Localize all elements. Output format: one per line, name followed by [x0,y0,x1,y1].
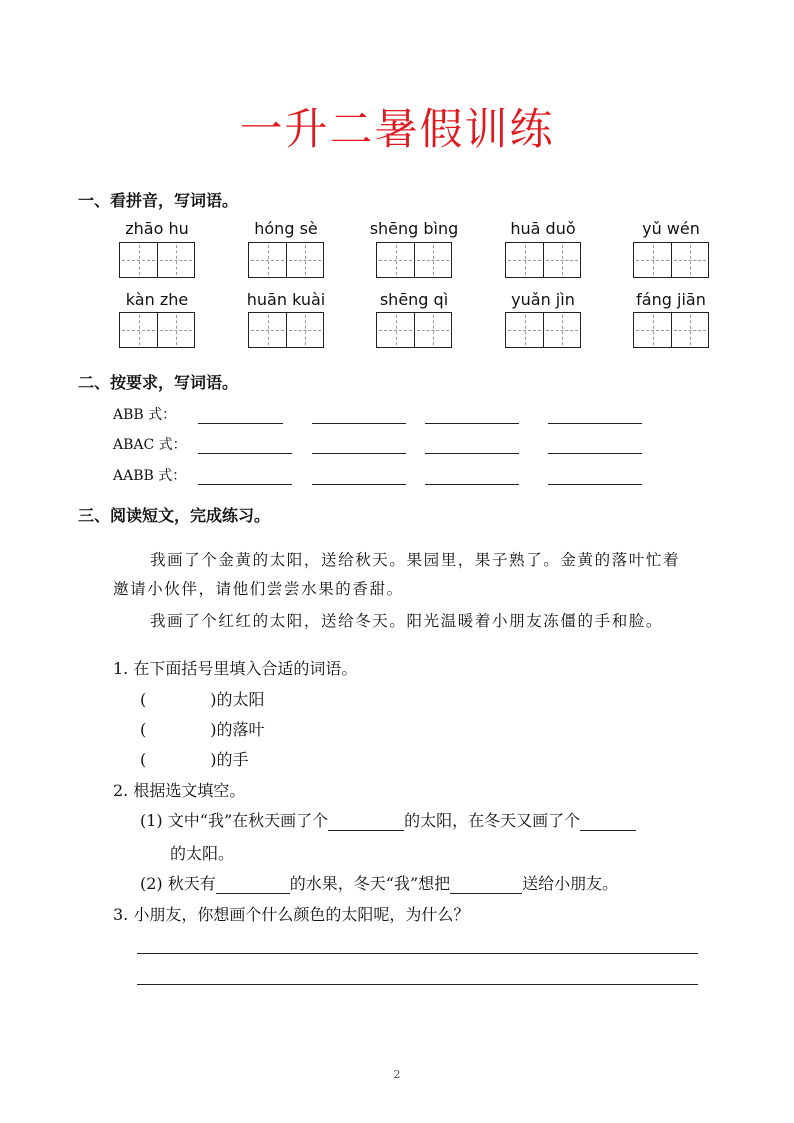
pinyin-label: huā duǒ [510,219,576,238]
q1-item[interactable]: ( )的手 [140,750,249,769]
pinyin-label: yǔ wén [642,219,700,238]
answer-line[interactable] [425,484,519,485]
writing-grid[interactable] [505,242,581,278]
q2-sub-1 [140,808,636,831]
fill-blank[interactable] [216,875,290,894]
answer-line[interactable] [198,484,292,485]
writing-grid[interactable] [248,312,324,348]
section-1-heading: 一、看拼音，写词语。 [78,191,239,210]
q2-1-text: 的太阳，在冬天又画了个 [404,811,581,830]
writing-grid[interactable] [119,312,195,348]
q2-2-text: 秋天有 [167,874,216,893]
answer-line[interactable] [548,453,642,454]
question-2: 2. 根据选文填空。 [113,781,246,800]
q2-2-text: 的水果，冬天“我”想把 [289,874,451,893]
abac-label: ABAC 式： [113,437,187,453]
pinyin-label: zhāo hu [125,219,189,238]
sub-number: (1) [140,811,163,830]
pinyin-label: yuǎn jìn [511,290,575,309]
passage-line: 邀请小伙伴，请他们尝尝水果的香甜。 [113,580,404,598]
writing-grid[interactable] [505,312,581,348]
passage-line: 我画了个红红的太阳，送给冬天。阳光温暖着小朋友冻僵的手和脸。 [150,612,664,630]
answer-line[interactable] [312,423,406,424]
q1-item[interactable]: ( )的落叶 [140,720,265,739]
pinyin-label: kàn zhe [125,290,189,309]
answer-line[interactable] [137,984,698,985]
answer-line[interactable] [548,484,642,485]
fill-blank[interactable] [328,812,404,831]
writing-grid[interactable] [633,242,709,278]
abb-label: ABB 式： [113,407,177,423]
question-1: 1. 在下面括号里填入合适的词语。 [113,659,358,678]
answer-line[interactable] [312,484,406,485]
fill-blank[interactable] [450,875,522,894]
answer-line[interactable] [312,453,406,454]
q1-item[interactable]: ( )的太阳 [140,690,265,709]
pinyin-label: shēng qì [379,290,449,309]
section-3-heading: 三、阅读短文，完成练习。 [78,506,271,525]
q2-1-continuation: 的太阳。 [170,844,235,863]
writing-grid[interactable] [376,242,452,278]
page-title: 一升二暑假训练 [239,105,555,155]
answer-line[interactable] [425,453,519,454]
answer-line[interactable] [425,423,519,424]
writing-grid[interactable] [633,312,709,348]
answer-line[interactable] [548,423,642,424]
pinyin-label: fáng jiān [636,290,706,309]
pinyin-label: huān kuài [246,290,326,309]
answer-line[interactable] [198,453,292,454]
pinyin-label: hóng sè [254,219,318,238]
question-3: 3. 小朋友，你想画个什么颜色的太阳呢，为什么？ [113,905,470,924]
q2-2-text: 送给小朋友。 [522,874,619,893]
page-number: 2 [393,1068,401,1081]
passage-line: 我画了个金黄的太阳，送给秋天。果园里，果子熟了。金黄的落叶忙着 [150,551,681,569]
writing-grid[interactable] [376,312,452,348]
writing-grid[interactable] [248,242,324,278]
q2-1-text: 文中“我”在秋天画了个 [167,811,329,830]
sub-number: (2) [140,874,163,893]
writing-grid[interactable] [119,242,195,278]
pinyin-label: shēng bìng [369,219,459,238]
section-2-heading: 二、按要求，写词语。 [78,373,239,392]
fill-blank[interactable] [580,812,636,831]
q2-sub-2 [140,871,618,894]
answer-line[interactable] [137,953,698,954]
aabb-label: AABB 式： [113,468,187,484]
answer-line[interactable] [198,423,283,424]
